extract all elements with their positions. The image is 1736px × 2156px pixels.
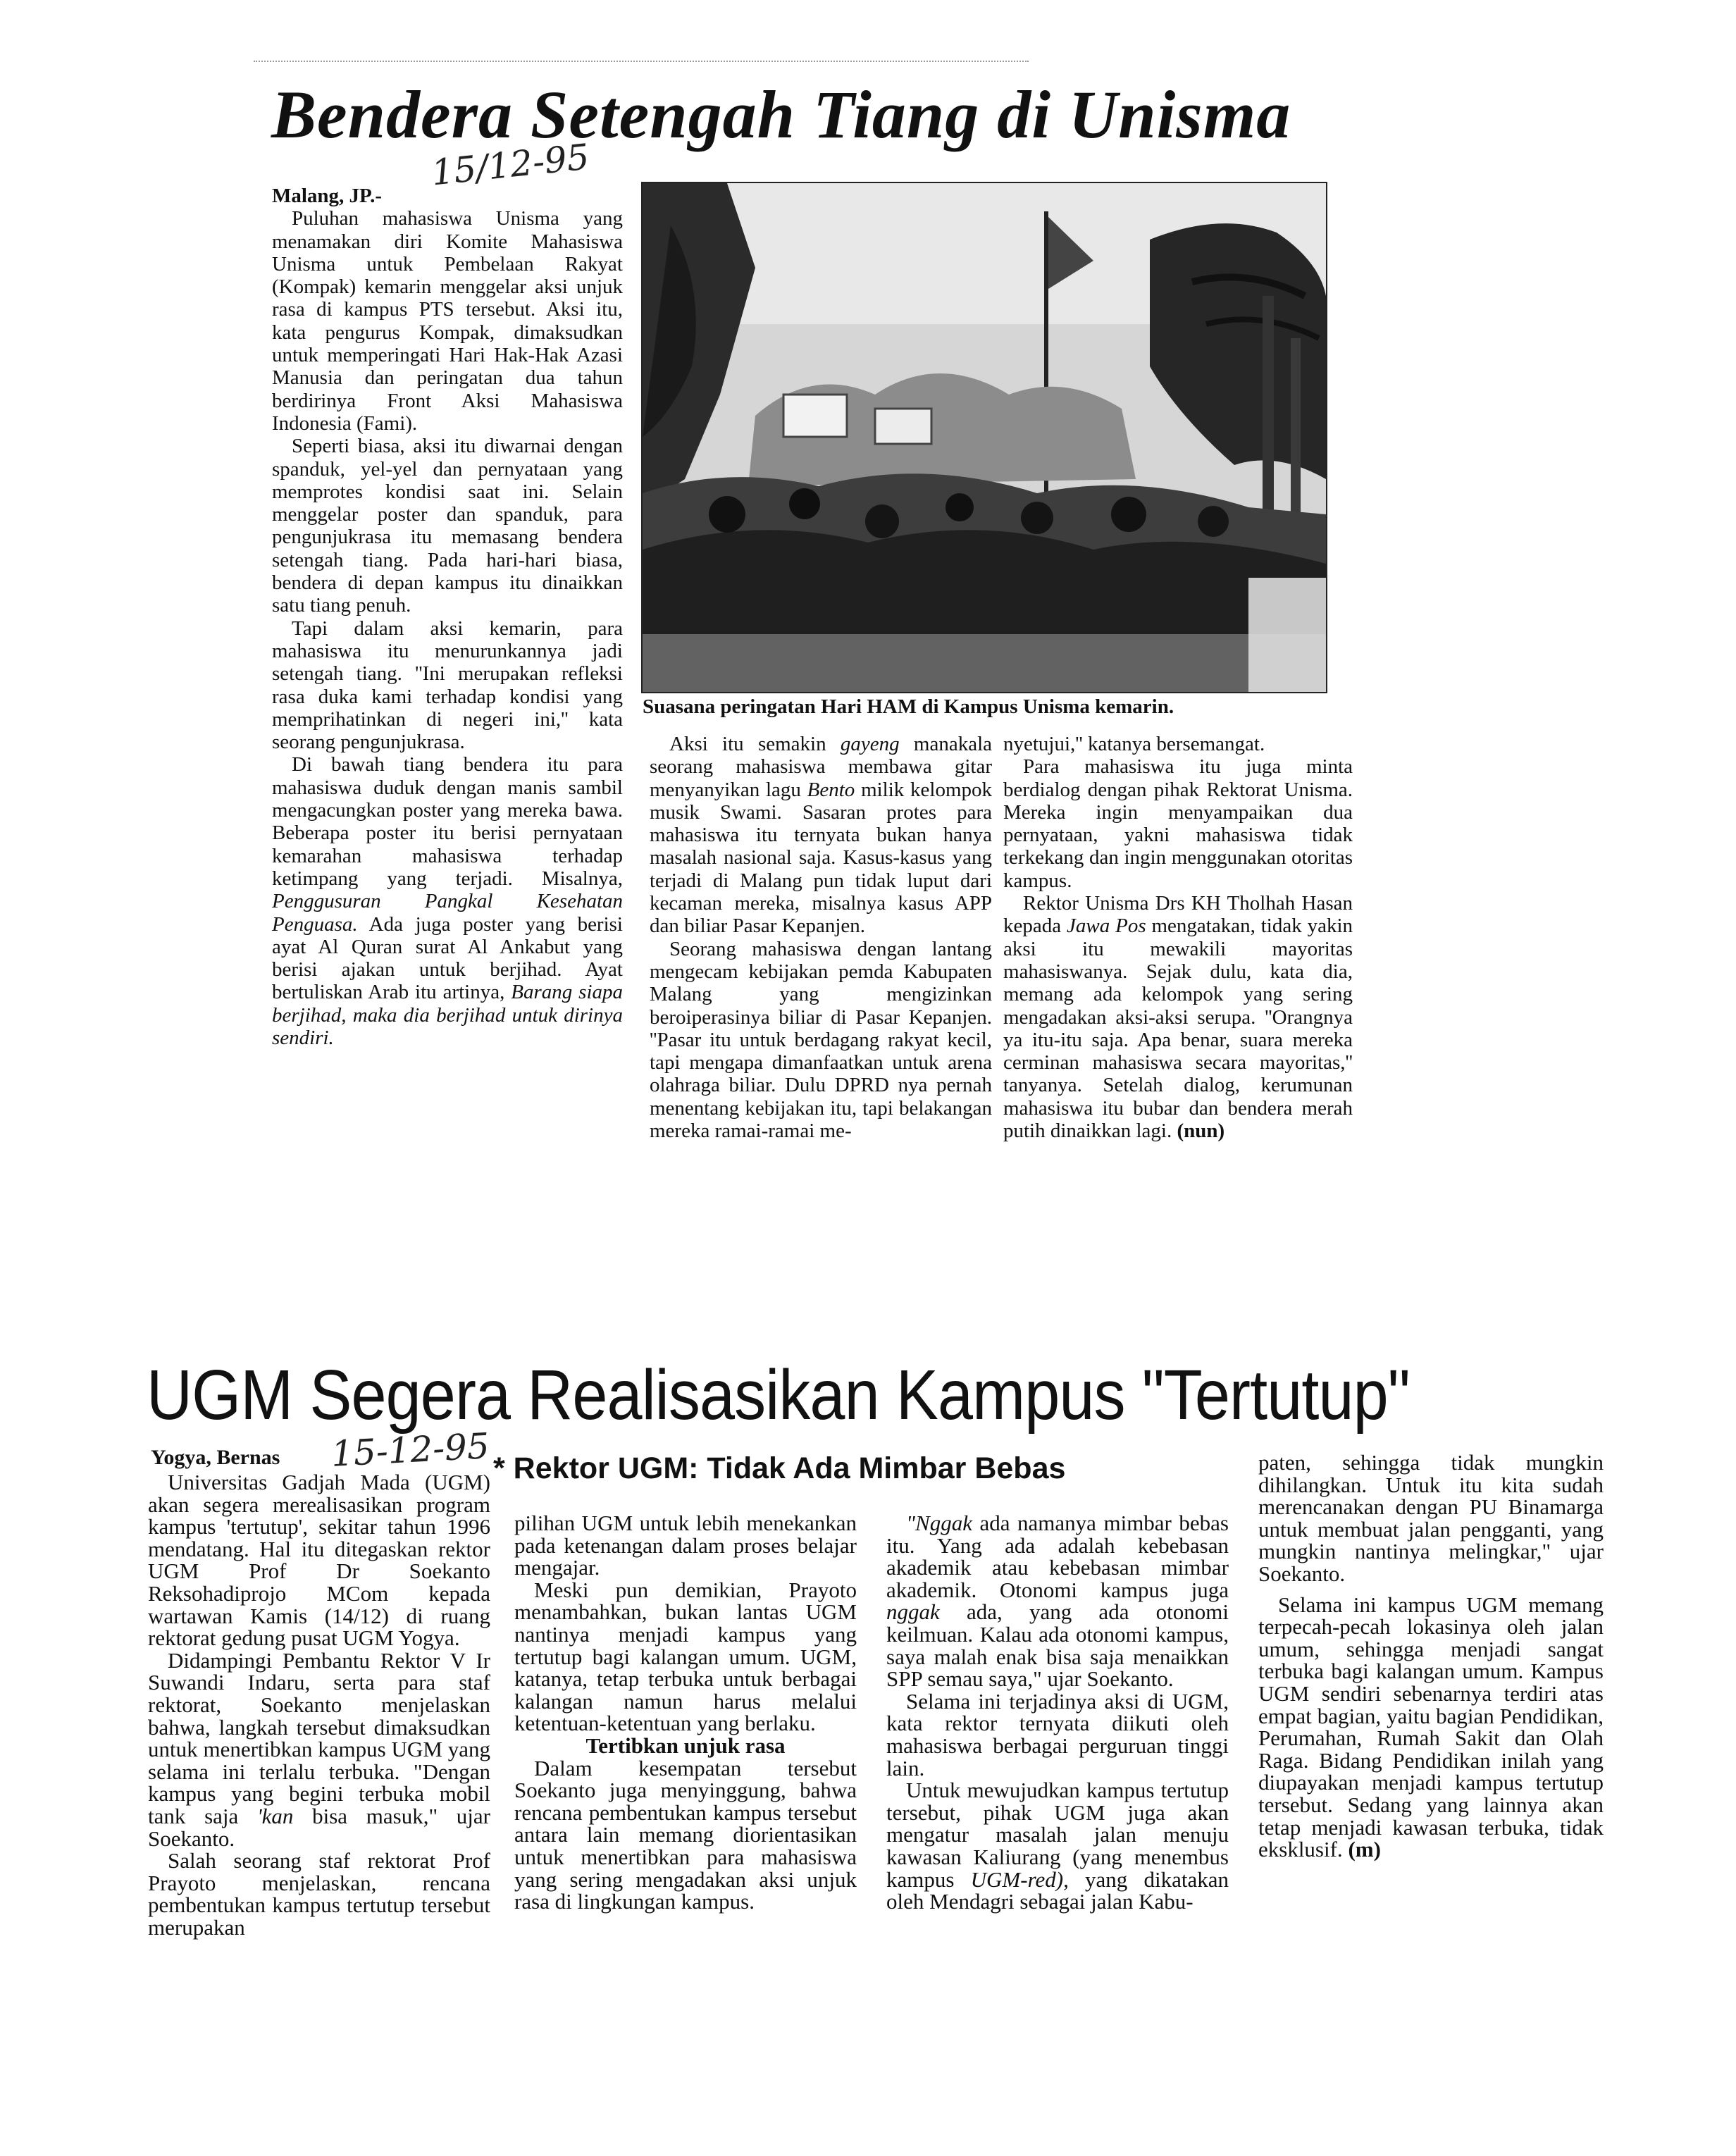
article1-publication-name: Jawa Pos — [1067, 915, 1146, 938]
article1-paragraph: Para mahasiswa itu juga minta berdialog dengan pihak Rektorat Unisma. Mereka ingin menyampaikan dua pernyataan, yakni mahasiswa tidak terkekang dan ingin menggunakan otoritas kampus. — [1003, 755, 1353, 892]
article2-paragraph — [886, 1779, 1229, 1913]
article1-text: Rektor Unisma Drs KH Tholhah Hasan kepada — [1003, 892, 1353, 938]
article1-paragraph: Tapi dalam aksi kemarin, para mahasiswa itu menurunkannya jadi setengah tiang. ''Ini merupakan refleksi rasa duka kami terhadap kondisi yang memprihatinkan di negeri ini,'' kata seorang pengunjukrasa. — [272, 617, 623, 754]
article2-paragraph — [886, 1512, 1229, 1690]
article2-dateline: Yogya, Bernas — [151, 1446, 280, 1469]
scan-noise-line — [254, 61, 1029, 66]
article1-verse-quote: Barang siapa berjihad, maka dia berjihad untuk dirinya sendiri. — [272, 981, 624, 1049]
article2-italic-word: 'kan — [257, 1803, 294, 1828]
article1-paragraph: nyetujui,'' katanya bersemangat. — [1003, 733, 1265, 755]
article2-italic-word: nggak — [886, 1599, 940, 1625]
article2-text: Selama ini kampus UGM memang terpecah-pecah lokasinya oleh jalan umum, sehingga menjadi sangat terbuka bagi kalangan umum. Kampus UGM sendiri sebenarnya terdiri atas empat bagian, yaitu bagian Pendidikan, Perumahan, Rumah Sakit dan Olah Raga. Bidang Pendidikan inilah yang diupayakan menjadi kampus tertutup tersebut. Sedang yang lainnya akan tetap menjadi kawasan terbuka, tidak eksklusif. — [1258, 1592, 1604, 1862]
article2-subheadline: * Rektor UGM: Tidak Ada Mimbar Bebas — [493, 1451, 1066, 1485]
article1-photo-caption: Suasana peringatan Hari HAM di Kampus Unisma kemarin. — [643, 695, 1174, 718]
article1-paragraph — [272, 753, 623, 1049]
article1-italic-word: gayeng — [840, 733, 900, 755]
crowd-photo-illustration — [643, 183, 1326, 692]
article1-column-1 — [272, 185, 623, 1049]
article1-text: Aksi itu semakin — [669, 733, 826, 755]
article2-paragraph: Universitas Gadjah Mada (UGM) akan segera merealisasikan program kampus 'tertutup', sekitar tahun 1996 mendatang. Hal itu ditegaskan rektor UGM Prof Dr Soekanto Reksohadiprojo MCom kepada wartawan Kamis (14/12) di ruang rektorat gedung pusat UGM Yogya. — [148, 1470, 490, 1651]
article1-paragraph — [1003, 892, 1353, 1142]
article2-paragraph: pilihan UGM untuk lebih menekankan pada ketenangan dalam proses belajar mengajar. — [514, 1511, 857, 1580]
article1-dateline-paragraph — [272, 185, 623, 207]
article1-dateline: Malang, JP.- — [272, 185, 383, 207]
article1-text: milik kelompok musik Swami. Sasaran protes para mahasiswa itu ternyata bukan hanya masalah nasional saja. Kasus-kasus yang terjadi di Malang pun tidak luput dari kecaman mereka, misalnya kasus APP dan biliar Pasar Kepanjen. — [650, 778, 993, 938]
article1-paragraph: Puluhan mahasiswa Unisma yang menamakan diri Komite Mahasiswa Unisma untuk Pembelaan Rakyat (Kompak) kemarin menggelar aksi unjuk rasa di kampus PTS tersebut. Aksi itu, kata pengurus Kompak, dimaksudkan untuk memperingati Hari Hak-Hak Azasi Manusia dan peringatan dua tahun berdirinya Front Aksi Mahasiswa Indonesia (Fami). — [272, 207, 623, 435]
article2-paragraph: Selama ini terjadinya aksi di UGM, kata rektor ternyata diikuti oleh mahasiswa berbagai perguruan tinggi lain. — [886, 1688, 1229, 1780]
article2-text: ada, yang ada otonomi keilmuan. Kalau ada otonomi kampus, saya malah enak bisa saja menaikkan SPP semau saya," ujar Soekanto. — [886, 1599, 1229, 1692]
article1-text: manakala seorang mahasiswa membawa gitar menyanyikan lagu — [650, 733, 993, 801]
article2-paragraph — [148, 1649, 490, 1850]
article1-handwritten-date: 15/12-95 — [429, 136, 592, 194]
article2-paragraph: paten, sehingga tidak mungkin dihilangkan. Untuk itu kita sudah merencanakan dengan PU Binamarga untuk membuat jalan pengganti, yang mungkin nantinya melingkar," ujar Soekanto. — [1258, 1450, 1604, 1586]
article2-column-4 — [1258, 1451, 1604, 1861]
article1-headline: Bendera Setengah Tiang di Unisma — [271, 77, 1291, 152]
article2-text: ada namanya mimbar bebas itu. Yang ada adalah kebebasan akademik atau kebebasan mimbar akademik. Otonomi kampus juga — [886, 1511, 1229, 1602]
article2-column-2 — [514, 1512, 857, 1913]
article2-column-3 — [886, 1512, 1229, 1913]
article2-paragraph: Meski pun demikian, Prayoto menambahkan, bukan lantas UGM nantinya menjadi kampus yang tertutup bagi kalangan umum. UGM, katanya, tetap terbuka untuk berbagai kalangan namun harus melalui ketentuan-ketentuan yang berlaku. — [514, 1577, 857, 1736]
article2-section-subtitle: Tertibkan unjuk rasa — [585, 1733, 786, 1758]
article2-text: yang dikatakan oleh Mendagri sebagai jalan Kabu- — [886, 1866, 1229, 1914]
article2-italic-word: UGM-red), — [970, 1866, 1069, 1892]
article2-paragraph: Salah seorang staf rektorat Prof Prayoto menjelaskan, rencana pembentukan kampus tertutup tersebut merupakan — [148, 1848, 490, 1940]
article2-paragraph — [1258, 1594, 1604, 1861]
article2-paragraph: Dalam kesempatan tersebut Soekanto juga menyinggung, bahwa rencana pembentukan kampus tersebut antara lain memang diorientasikan untuk menertibkan para mahasiswa yang sering mengadakan aksi unjuk rasa di lingkungan kampus. — [514, 1755, 857, 1914]
article1-text: Ada juga poster yang berisi ayat Al Quran surat Al Ankabut yang berisi ajakan untuk berjihad. Ayat bertuliskan Arab itu artinya, — [272, 912, 623, 1004]
article1-song-title: Bento — [807, 778, 855, 801]
article2-text: Untuk mewujudkan kampus tertutup tersebut, pihak UGM juga akan mengatur masalah jalan menuju kawasan Kaliurang (yang menembus kampus — [886, 1778, 1229, 1892]
article1-photo — [641, 182, 1327, 693]
article2-italic-word: "Nggak — [906, 1511, 972, 1535]
article1-column-3 — [1003, 733, 1353, 1142]
article2-headline: UGM Segera Realisasikan Kampus "Tertutup" — [147, 1356, 1410, 1435]
article1-paragraph: Seperti biasa, aksi itu diwarnai dengan spanduk, yel-yel dan pernyataan yang memprotes kondisi saat ini. Selain menggelar poster dan spanduk, para pengunjukrasa itu memasang bendera setengah tiang. Pada hari-hari biasa, bendera di depan kampus itu dinaikkan satu tiang penuh. — [272, 435, 623, 617]
article1-paragraph — [650, 733, 992, 938]
article1-paragraph: Seorang mahasiswa dengan lantang mengecam kebijakan pemda Kabupaten Malang yang mengizinkan beroiperasinya biliar di Pasar Kepanjen. ''Pasar itu untuk berdagang rakyat kecil, tapi mengapa dimanfaatkan untuk arena olahraga biliar. Dulu DPRD nya pernah menentang kebijakan itu, tapi belakangan mereka ramai-ramai me- — [650, 937, 992, 1143]
article2-byline: (m) — [1348, 1837, 1381, 1862]
article2-column-1 — [148, 1471, 490, 1938]
article1-poster-quote: Penggusuran Pangkal Kesehatan Penguasa. — [272, 890, 623, 936]
article2-text: bisa masuk," ujar Soekanto. — [148, 1803, 490, 1851]
article1-text: Di bawah tiang bendera itu para mahasiswa duduk dengan manis sambil mengacungkan poster yang mereka bawa. Beberapa poster itu berisi pernyataan kemarahan mahasiswa terhadap ketimpang yang terjadi. Misalnya, — [272, 753, 623, 890]
article1-byline: (nun) — [1177, 1120, 1225, 1143]
article2-handwritten-date: 15-12-95 — [330, 1425, 491, 1475]
article2-text: Didampingi Pembantu Rektor V Ir Suwandi Indaru, serta para staf rektorat, Soekanto menjelaskan bahwa, langkah tersebut dimaksudkan untuk menertibkan kampus UGM yang selama ini terlalu terbuka. "Dengan kampus yang begini terbuka mobil tank saja — [148, 1647, 490, 1828]
article1-text: mengatakan, tidak yakin aksi itu mewakili mayoritas mahasiswanya. Sejak dulu, kata dia, memang ada kelompok yang sering mengadakan aksi-aksi serupa. ''Orangnya ya itu-itu saja. Apa benar, suara mereka cerminan mahasiswa secara mayoritas,'' tanyanya. Setelah dialog, kerumunan mahasiswa itu bubar dan bendera merah putih dinaikkan lagi. — [1003, 915, 1353, 1143]
article1-column-2 — [650, 733, 992, 1142]
